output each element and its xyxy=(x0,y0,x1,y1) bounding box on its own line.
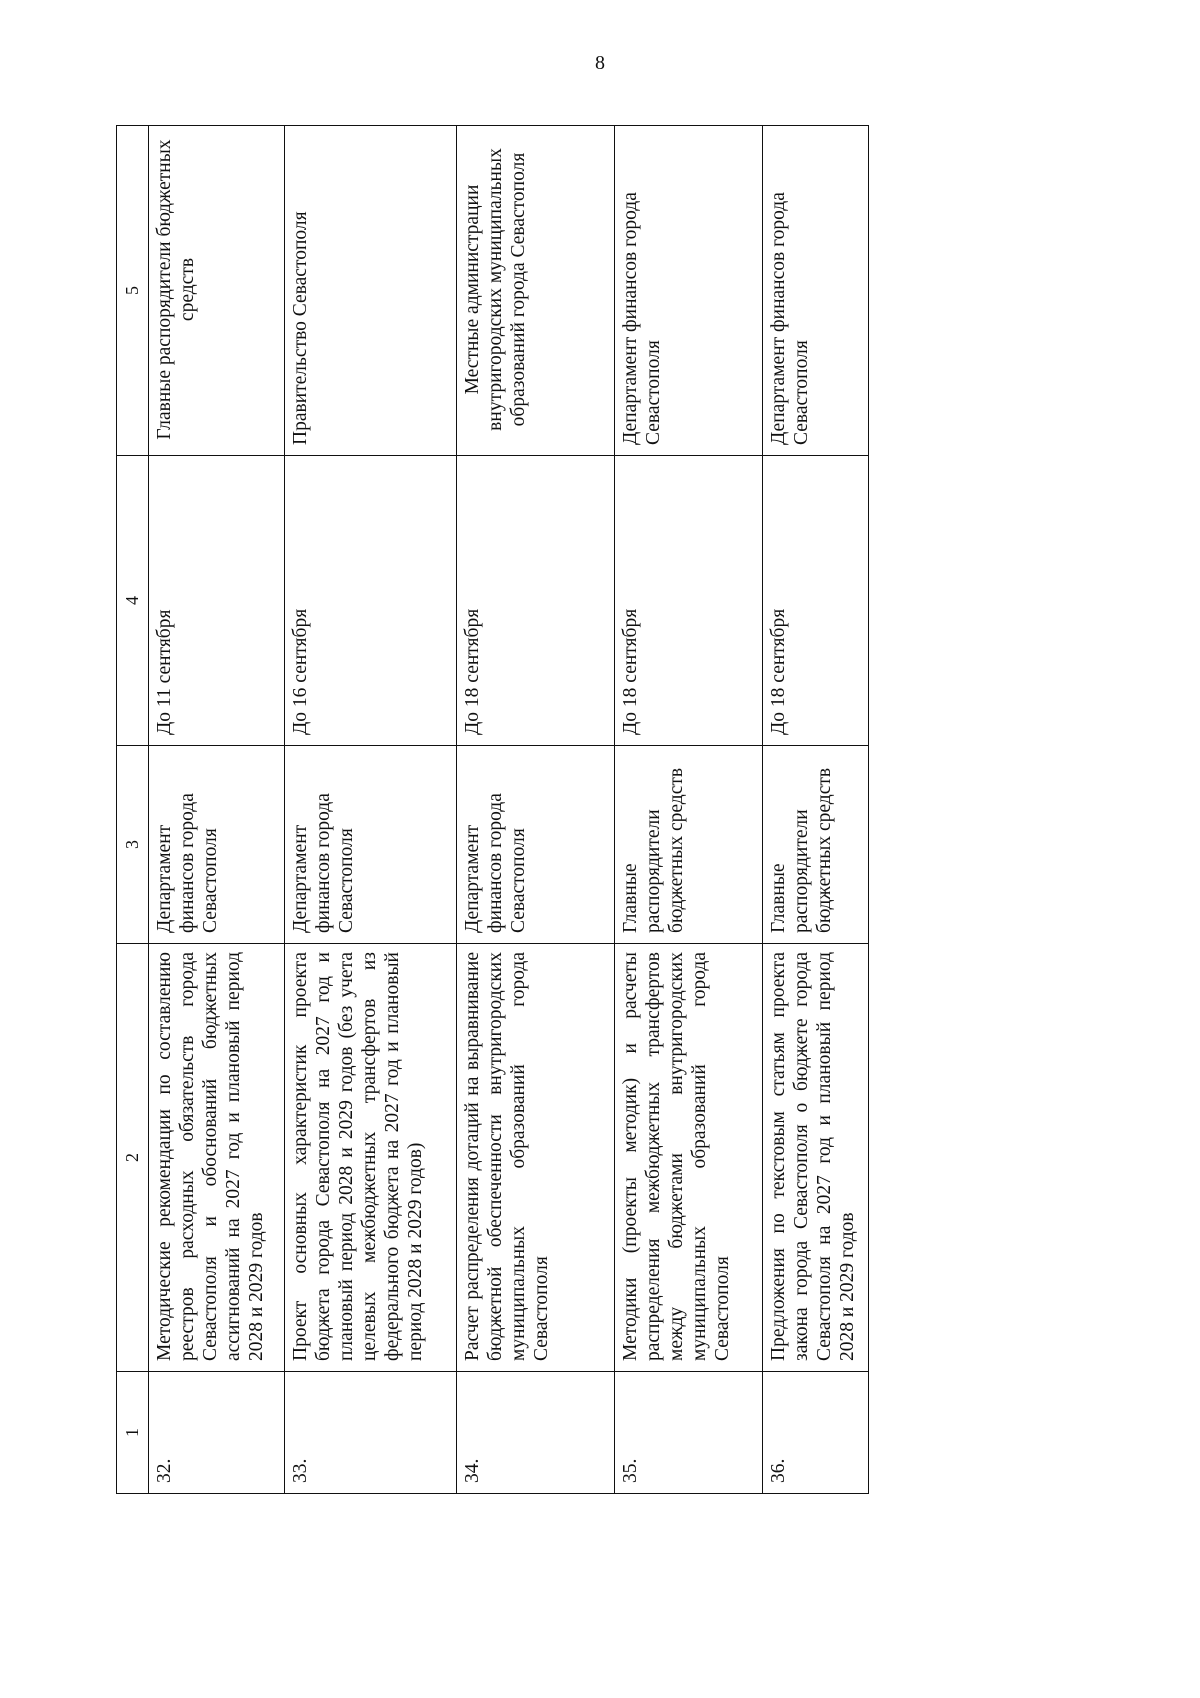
header-col-2: 2 xyxy=(117,944,149,1372)
row-responsible: Главные распорядители бюджетных средств xyxy=(615,746,763,944)
row-description: Проект основных характеристик проекта бюджета города Севастополя на 2027 год и плановый период 2028 и 2029 годов (без учета целевых межбюджетных трансфертов из федерального бюджета на 2027 год и плановый период 2028 и 2029 годов) xyxy=(285,944,457,1372)
table-row xyxy=(149,126,285,1494)
row-recipient: Департамент финансов города Севастополя xyxy=(615,126,763,456)
row-responsible: Главные распорядители бюджетных средств xyxy=(763,746,869,944)
table-row xyxy=(457,126,615,1494)
row-responsible: Департамент финансов города Севастополя xyxy=(285,746,457,944)
row-responsible: Департамент финансов города Севастополя xyxy=(149,746,285,944)
row-recipient: Департамент финансов города Севастополя xyxy=(763,126,869,456)
rotated-table-container xyxy=(116,126,868,1494)
row-description: Методические рекомендации по составлению реестров расходных обязательств города Севастополя и обоснований бюджетных ассигнований на 2027 год и плановый период 2028 и 2029 годов xyxy=(149,944,285,1372)
table-row xyxy=(615,126,763,1494)
header-row xyxy=(117,126,149,1494)
row-responsible: Департамент финансов города Севастополя xyxy=(457,746,615,944)
row-description: Предложения по текстовым статьям проекта закона города Севастополя о бюджете города Севастополя на 2027 год и плановый период 2028 и 2029 годов xyxy=(763,944,869,1372)
row-number: 36. xyxy=(763,1372,869,1494)
schedule-table xyxy=(116,125,869,1494)
header-col-1: 1 xyxy=(117,1372,149,1494)
header-col-3: 3 xyxy=(117,746,149,944)
header-col-5: 5 xyxy=(117,126,149,456)
row-description: Расчет распределения дотаций на выравнивание бюджетной обеспеченности внутригородских муниципальных образований города Севастополя xyxy=(457,944,615,1372)
row-recipient: Местные администрации внутригородских муниципальных образований города Севастополя xyxy=(457,126,615,456)
table-row xyxy=(763,126,869,1494)
row-number: 33. xyxy=(285,1372,457,1494)
row-recipient: Главные распорядители бюджетных средств xyxy=(149,126,285,456)
row-deadline: До 18 сентября xyxy=(615,456,763,746)
row-description: Методики (проекты методик) и расчеты распределения межбюджетных трансфертов между бюджетами внутригородских муниципальных образований города Севастополя xyxy=(615,944,763,1372)
row-deadline: До 18 сентября xyxy=(763,456,869,746)
row-number: 34. xyxy=(457,1372,615,1494)
row-deadline: До 18 сентября xyxy=(457,456,615,746)
row-number: 32. xyxy=(149,1372,285,1494)
row-recipient: Правительство Севастополя xyxy=(285,126,457,456)
row-deadline: До 11 сентября xyxy=(149,456,285,746)
row-number: 35. xyxy=(615,1372,763,1494)
table-row xyxy=(285,126,457,1494)
row-deadline: До 16 сентября xyxy=(285,456,457,746)
header-col-4: 4 xyxy=(117,456,149,746)
page-number: 8 xyxy=(595,52,605,74)
